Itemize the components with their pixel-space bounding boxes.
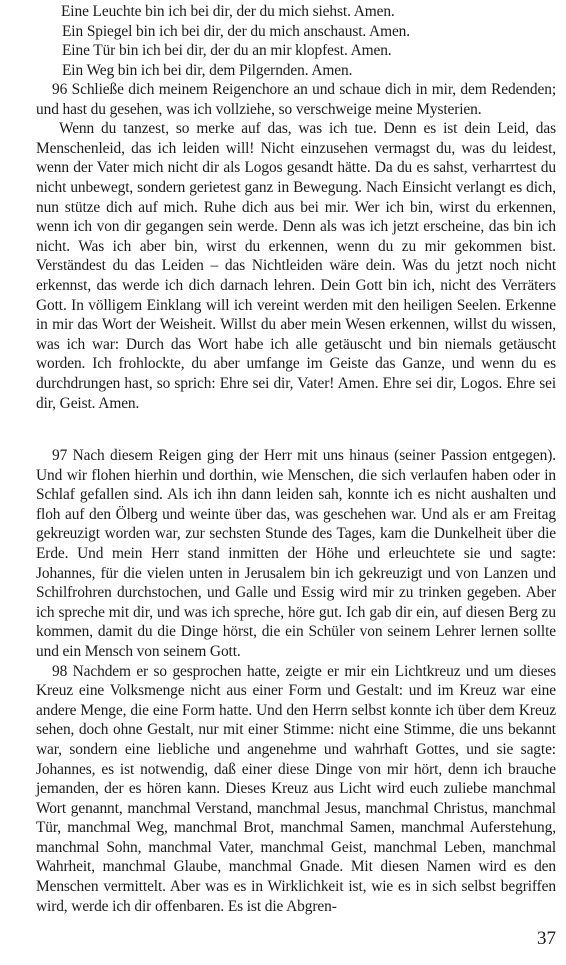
- verse-line: Eine Tür bin ich bei dir, der du an mir klopfest. Amen.: [62, 42, 392, 60]
- verse-block: [36, 2, 556, 80]
- paragraph-96-body: Wenn du tanzest, so merke auf das, was ich tue. Denn es ist dein Leid, das Menschenleid, das ich leiden will! Nicht einzusehen vermagst du, was du leidest, wenn der Vater mich nicht dir als Logos gesandt hätte. Da du es sahst, verharrtest du nicht unbewegt, sondern gerietest ganz in Bewegung. Nach Einsicht verlangt es dich, nun stütze dich auf mich. Ruhe dich aus bei mir. Wer ich bin, wirst du erkennen, wenn ich von dir gegangen sein werde. Denn als was ich jetzt erscheine, das bin ich nicht. Was ich aber bin, wirst du erkennen, wenn du zu mir gekommen bist. Verständest du das Leiden – das Nichtleiden wäre dein. Was du jetzt noch nicht erkennst, das werde ich dich darnach lehren. Dein Gott bin ich, nicht des Verräters Gott. In völligem Einklang will ich vereint werden mit den heiligen Seelen. Erkenne in mir das Wort der Weisheit. Willst du aber mein Wesen erkennen, willst du wissen, was ich war: Durch das Wort habe ich alle getäuscht und bin niemals getäuscht worden. Ich frohlockte, du aber umfange im Geiste das Ganze, und wenn du es durchdrungen hast, so sprich: Ehre sei dir, Vater! Amen. Ehre sei dir, Logos. Ehre sei dir, Geist. Amen.: [36, 120, 556, 412]
- section-96: [36, 80, 556, 413]
- paragraph-98: 98 Nachdem er so gesprochen hatte, zeigte er mir ein Lichtkreuz und um dieses Kreuz eine Volksmenge nicht aus einer Form und Gestalt: und im Kreuz war eine andere Menge, die eine Form hatte. Und den Herrn selbst konnte ich über dem Kreuz sehen, doch ohne Gestalt, nur mit einer Stimme: nicht eine Stimme, die uns bekannt war, sondern eine liebliche und angenehme und wahrhaft Gottes, und sie sagte: Johannes, es ist notwendig, daß einer diese Dinge von mir hört, denn ich brauche jemanden, der es hören kann. Dieses Kreuz aus Licht wird euch zuliebe manchmal Wort genannt, manchmal Verstand, manchmal Jesus, manchmal Christus, manchmal Tür, manchmal Weg, manchmal Brot, manchmal Samen, manchmal Auferstehung, manchmal Sohn, manchmal Vater, manchmal Geist, manchmal Leben, manchmal Wahrheit, manchmal Glaube, manchmal Gnade. Mit diesen Namen wird es den Menschen vermittelt. Aber was es in Wirklichkeit ist, wie es in sich selbst begriffen wird, werde ich dir offenbaren. Es ist die Abgren-: [36, 662, 556, 915]
- paragraph-97: 97 Nach diesem Reigen ging der Herr mit uns hinaus (seiner Passion entgegen). Und wir flohen hierhin und dorthin, wie Menschen, die sich verlaufen haben oder in Schlaf gefallen sind. Als ich ihn dann leiden sah, konnte ich es nicht aushalten und floh auf den Ölberg und weinte über das, was geschehen war. Und als er am Freitag gekreuzigt worden war, zur sechsten Stunde des Tages, kam die Dunkelheit über die Erde. Und mein Herr stand inmitten der Höhe und erleuchtete sie und sagte: Johannes, für die vielen unten in Jerusalem bin ich gekreuzigt und von Lanzen und Schilfrohren durchstochen, und Galle und Essig wird mir zu trinken gegeben. Aber ich spreche mit dir, und was ich spreche, höre gut. Ich gab dir ein, auf diesen Berg zu kommen, damit du die Dinge hörst, die ein Schüler von seinem Lehrer lernen sollte und ein Mensch von seinem Gott.: [36, 447, 556, 660]
- section-97-98: [36, 446, 556, 916]
- page-number: 37: [537, 928, 556, 949]
- verse-line: Ein Spiegel bin ich bei dir, der du mich anschaust. Amen.: [62, 22, 411, 40]
- verse-line: Eine Leuchte bin ich bei dir, der du mich siehst. Amen.: [61, 3, 395, 20]
- verse-line: Ein Weg bin ich bei dir, dem Pilgernden. Amen.: [62, 61, 353, 79]
- paragraph-96-opening: 96 Schließe dich meinem Reigenchore an und schaue dich in mir, dem Redenden; und hast du gesehen, was ich vollziehe, so verschweige meine Mysterien.: [36, 81, 556, 118]
